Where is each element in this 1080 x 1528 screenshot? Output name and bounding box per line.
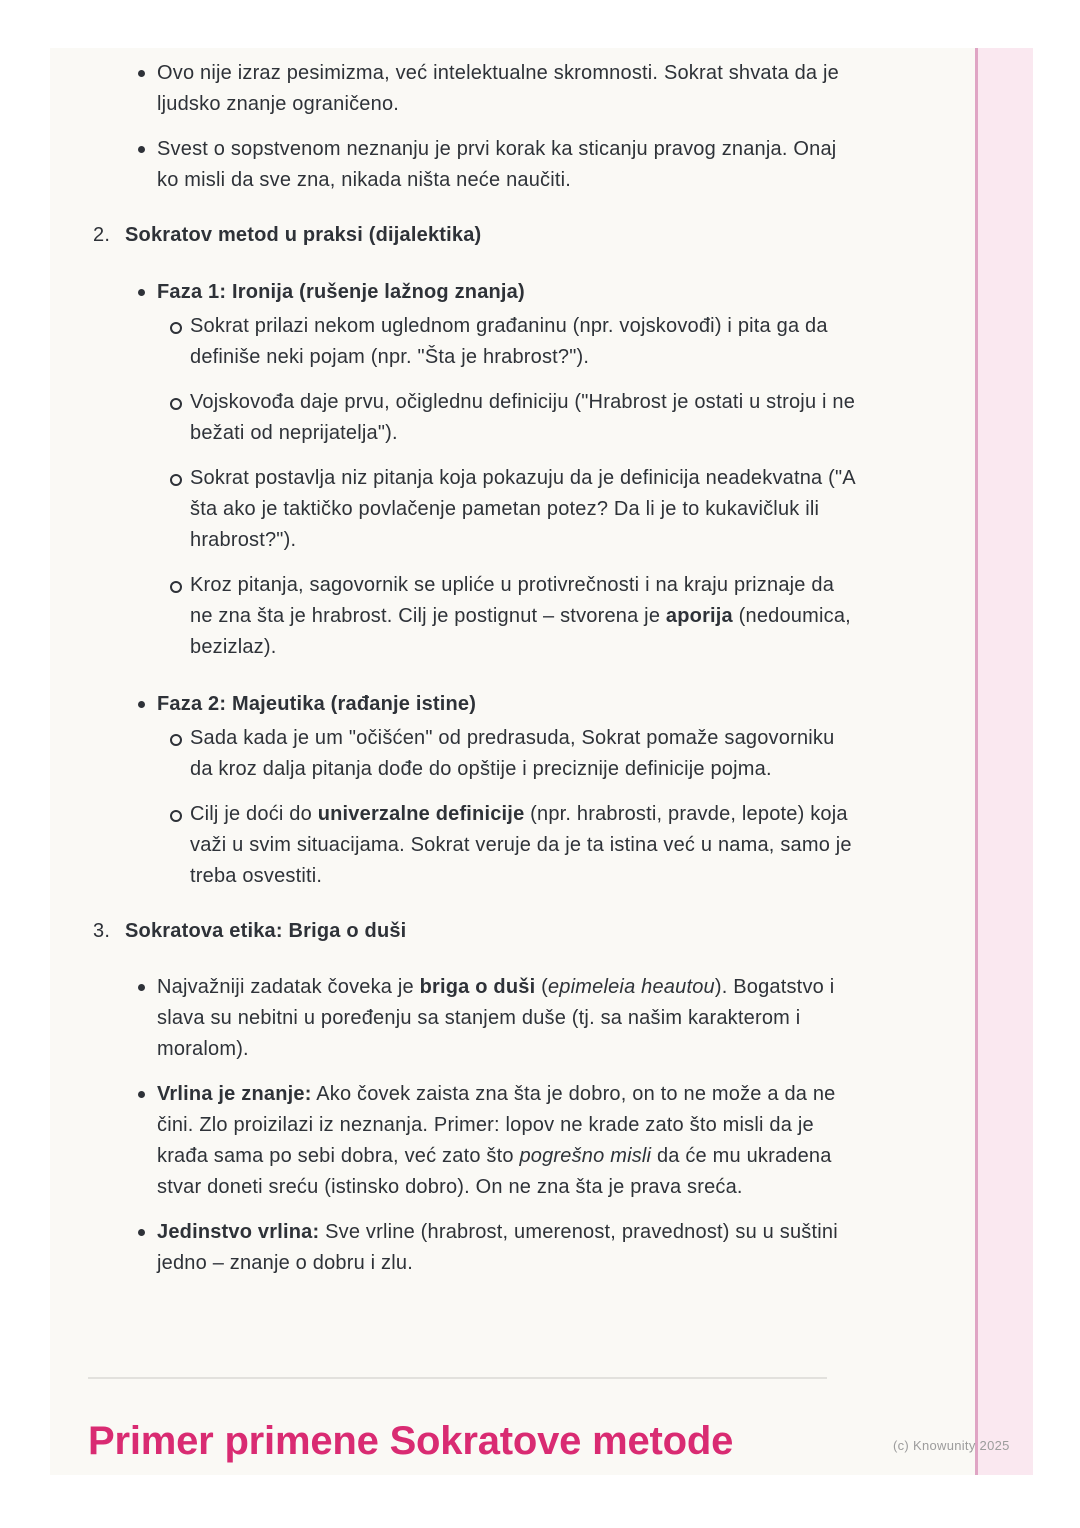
- page-title: Primer primene Sokratove metode: [88, 1419, 734, 1463]
- text-run: Sokrat prilazi nekom uglednom građaninu (npr. vojskovođi) i pita ga da definiše neki pojam (npr. "Šta je hrabrost?").: [190, 315, 828, 368]
- bullet-text: [157, 1083, 836, 1198]
- sub-bullet-text: [190, 315, 828, 368]
- text-run: (nedoumica, bezizlaz).: [190, 605, 851, 658]
- heading-text: [125, 224, 481, 246]
- text-run: da će mu ukradena stvar doneti sreću (istinsko dobro). On ne zna šta je prava sreća.: [157, 1145, 832, 1198]
- accent-strip: [978, 48, 1033, 1475]
- text-run: briga o duši: [419, 976, 536, 998]
- numbered-heading: [93, 916, 875, 947]
- bullet-circle-icon: [170, 581, 182, 593]
- sub-bullet-item: [93, 311, 875, 373]
- bullet-circle-icon: [170, 322, 182, 334]
- document-body: [50, 48, 975, 1279]
- text-run: Sada kada je um "očišćen" od predrasuda, Sokrat pomaže sagovorniku da kroz dalja pitanja dođe do opštije i preciznije definicije pojma.: [190, 727, 835, 780]
- sub-bullet-text: [190, 391, 855, 444]
- bullet-item: [93, 972, 875, 1065]
- bullet-text: [157, 693, 476, 715]
- bullet-dot-icon: [138, 984, 145, 991]
- bullet-dot-icon: [138, 701, 145, 708]
- text-run: ). Bogatstvo i slava su nebitni u poređenju sa stanjem duše (tj. sa našim karakterom i moralom).: [157, 976, 835, 1060]
- text-run: Faza 2: Majeutika (rađanje istine): [157, 693, 477, 715]
- watermark: (c) Knowunity 2025: [893, 1438, 1010, 1453]
- text-run: epimeleia heautou: [547, 976, 715, 998]
- text-run: pogrešno misli: [519, 1145, 652, 1167]
- text-run: (npr. hrabrosti, pravde, lepote) koja važi u svim situacijama. Sokrat veruje da je ta istina već u nama, samo je treba osvestiti.: [190, 803, 852, 887]
- sub-bullet-item: [93, 723, 875, 785]
- bullet-text: [157, 976, 834, 1060]
- bullet-item: [93, 1217, 875, 1279]
- bullet-circle-icon: [170, 474, 182, 486]
- text-run: Faza 1: Ironija (rušenje lažnog znanja): [157, 281, 525, 303]
- text-run: Cilj je doći do: [190, 803, 318, 825]
- bullet-circle-icon: [170, 398, 182, 410]
- bullet-text: [157, 138, 836, 191]
- heading-text: [125, 920, 406, 942]
- bullet-circle-icon: [170, 734, 182, 746]
- section-divider: [88, 1377, 827, 1379]
- bullet-item-bold: [93, 277, 875, 308]
- text-run: Ovo nije izraz pesimizma, već intelektualne skromnosti. Sokrat shvata da je ljudsko znanje ograničeno.: [157, 62, 839, 115]
- sub-bullet-item: [93, 799, 875, 892]
- text-run: Kroz pitanja, sagovornik se upliće u protivrečnosti i na kraju priznaje da ne zna šta je hrabrost. Cilj je postignut – stvorena je: [190, 574, 835, 627]
- text-run: Sokratova etika: Briga o duši: [125, 920, 407, 942]
- bullet-dot-icon: [138, 289, 145, 296]
- text-run: Sokratov metod u praksi (dijalektika): [125, 224, 482, 246]
- text-run: Svest o sopstvenom neznanju je prvi korak ka sticanju pravog znanja. Onaj ko misli da sve zna, nikada ništa neće naučiti.: [157, 138, 837, 191]
- document-page: [50, 48, 975, 1475]
- sub-bullet-item: [93, 387, 875, 449]
- list-number: 2.: [93, 224, 111, 246]
- sub-bullet-text: [190, 727, 834, 780]
- bullet-item: [93, 134, 875, 196]
- text-run: Sve vrline (hrabrost, umerenost, pravednost) su u suštini jedno – znanje o dobru i zlu.: [157, 1221, 838, 1274]
- list-number: 3.: [93, 920, 111, 942]
- bullet-dot-icon: [138, 1091, 145, 1098]
- sub-bullet-text: [190, 467, 855, 551]
- text-run: Ako čovek zaista zna šta je dobro, on to ne može a da ne čini. Zlo proizilazi iz neznanja. Primer: lopov ne krade zato što misli da je krađa sama po sebi dobra, već zato što: [157, 1083, 836, 1167]
- bullet-text: [157, 62, 839, 115]
- text-run: Vojskovođa daje prvu, očiglednu definiciju ("Hrabrost je ostati u stroju i ne bežati od neprijatelja").: [190, 391, 856, 444]
- sub-bullet-text: [190, 803, 852, 887]
- text-run: Sokrat postavlja niz pitanja koja pokazuju da je definicija neadekvatna ("A šta ako je taktičko povlačenje pametan potez? Da li je to kukavičluk ili hrabrost?").: [190, 467, 855, 551]
- bullet-dot-icon: [138, 70, 145, 77]
- text-run: (: [535, 976, 548, 998]
- bullet-item: [93, 1079, 875, 1203]
- bullet-text: [157, 281, 525, 303]
- text-run: Jedinstvo vrlina:: [157, 1221, 320, 1243]
- bullet-text: [157, 1221, 838, 1274]
- bullet-item: [93, 58, 875, 120]
- text-run: Vrlina je znanje:: [157, 1083, 312, 1105]
- sub-bullet-text: [190, 574, 851, 658]
- sub-bullet-item: [93, 463, 875, 556]
- bullet-dot-icon: [138, 1229, 145, 1236]
- sub-bullet-item: [93, 570, 875, 663]
- bullet-circle-icon: [170, 810, 182, 822]
- text-run: Najvažniji zadatak čoveka je: [157, 976, 420, 998]
- numbered-heading: [93, 220, 875, 251]
- bullet-item-bold: [93, 689, 875, 720]
- bullet-dot-icon: [138, 146, 145, 153]
- text-run: aporija: [665, 605, 733, 627]
- text-run: univerzalne definicije: [317, 803, 525, 825]
